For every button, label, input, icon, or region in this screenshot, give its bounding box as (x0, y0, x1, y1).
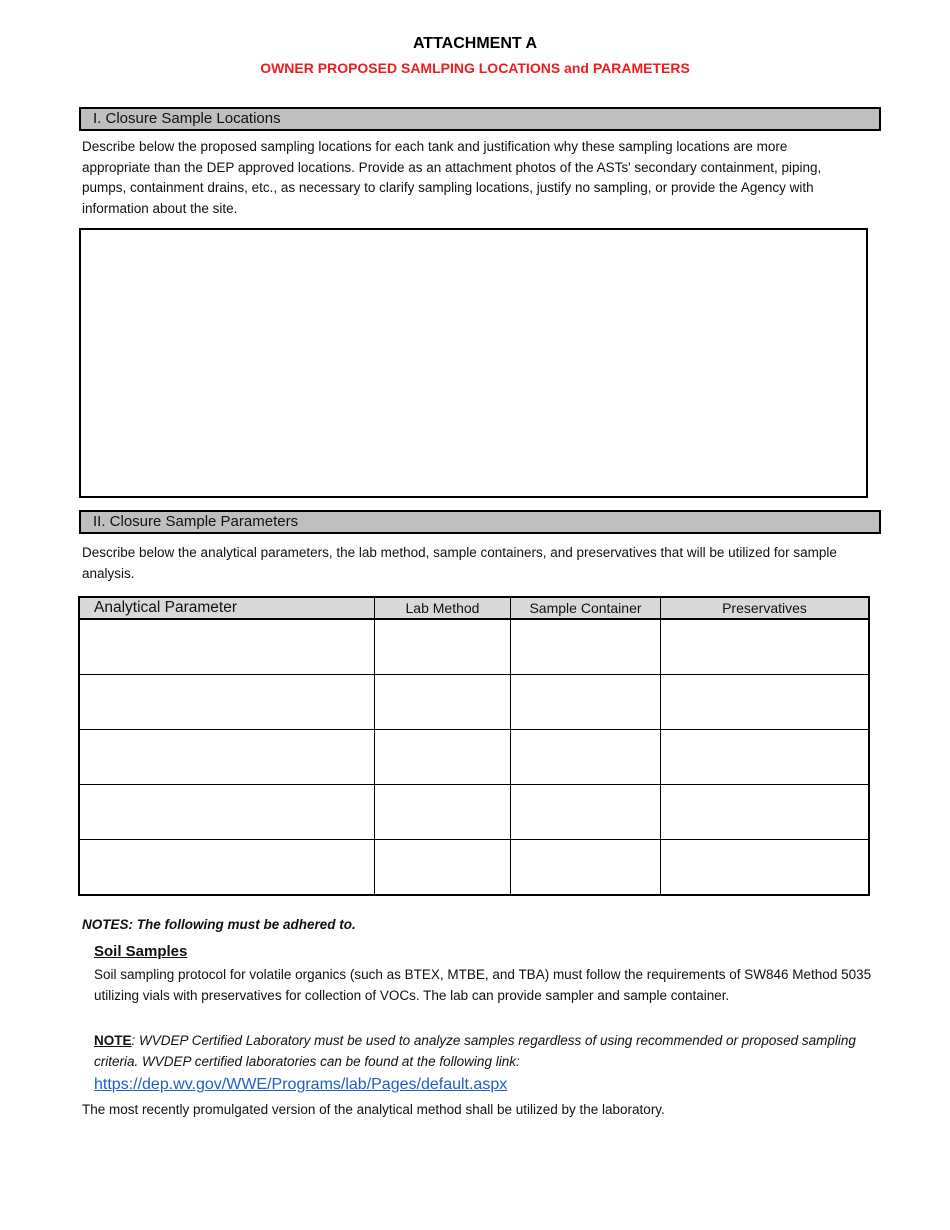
notes-heading: NOTES: The following must be adhered to. (82, 917, 356, 932)
column-header-preservatives: Preservatives (661, 598, 869, 620)
table-header-row (80, 598, 869, 620)
preservatives-cell[interactable] (661, 785, 869, 840)
sample-container-cell[interactable] (511, 675, 661, 730)
preservatives-cell[interactable] (661, 619, 869, 675)
section1-description: Describe below the proposed sampling locations for each tank and justification why these sampling locations are more appropriate than the DEP approved locations. Provide as an attachment photos of the ASTs' secondary containment, piping, pumps, containment drains, etc., as necessary to clarify sampling locations, justify no sampling, or provide the Agency with information about the site. (82, 139, 822, 216)
lab-method-cell[interactable] (375, 730, 511, 785)
table-row (80, 785, 869, 840)
analytical-parameter-cell[interactable] (80, 675, 375, 730)
analytical-parameter-cell[interactable] (80, 785, 375, 840)
note-paragraph (94, 1031, 874, 1072)
preservatives-cell[interactable] (661, 840, 869, 895)
analytical-parameter-cell[interactable] (80, 840, 375, 895)
soil-samples-heading: Soil Samples (94, 943, 188, 960)
sample-container-cell[interactable] (511, 730, 661, 785)
note-body: : WVDEP Certified Laboratory must be used to analyze samples regardless of using recommended or proposed sampling criteria. WVDEP certified laboratories can be found at the following link: (94, 1033, 856, 1069)
analytical-parameter-cell[interactable] (80, 730, 375, 785)
soil-samples-text: Soil sampling protocol for volatile organics (such as BTEX, MTBE, and TBA) must follow the requirements of SW846 Method 5035 utilizing vials with preservatives for collection of VOCs. The lab can provide sampler and sample container. (94, 967, 872, 1003)
sample-parameters-table (79, 597, 869, 895)
sample-container-cell[interactable] (511, 840, 661, 895)
analytical-parameter-cell[interactable] (80, 619, 375, 675)
sampling-locations-textbox[interactable] (79, 228, 868, 498)
wvdep-lab-link[interactable]: https://dep.wv.gov/WWE/Programs/lab/Pages/default.aspx (94, 1076, 508, 1093)
sample-container-cell[interactable] (511, 785, 661, 840)
lab-method-cell[interactable] (375, 785, 511, 840)
column-header-analytical-parameter: Analytical Parameter (80, 598, 375, 620)
lab-method-cell[interactable] (375, 619, 511, 675)
table-row (80, 730, 869, 785)
section2-description: Describe below the analytical parameters, the lab method, sample containers, and preservatives that will be utilized for sample analysis. (82, 545, 837, 581)
section-header-closure-sample-locations: I. Closure Sample Locations (79, 107, 881, 131)
final-statement: The most recently promulgated version of the analytical method shall be utilized by the laboratory. (82, 1102, 665, 1117)
page-title: ATTACHMENT A (412, 35, 538, 52)
preservatives-cell[interactable] (661, 675, 869, 730)
table-row (80, 619, 869, 675)
sample-container-cell[interactable] (511, 619, 661, 675)
table-row (80, 840, 869, 895)
section-header-closure-sample-parameters: II. Closure Sample Parameters (79, 510, 881, 534)
table-row (80, 675, 869, 730)
lab-method-cell[interactable] (375, 675, 511, 730)
column-header-sample-container: Sample Container (511, 598, 661, 620)
note-label: NOTE (94, 1033, 132, 1048)
preservatives-cell[interactable] (661, 730, 869, 785)
page-subtitle: OWNER PROPOSED SAMLPING LOCATIONS and PARAMETERS (260, 60, 690, 76)
column-header-lab-method: Lab Method (375, 598, 511, 620)
lab-method-cell[interactable] (375, 840, 511, 895)
